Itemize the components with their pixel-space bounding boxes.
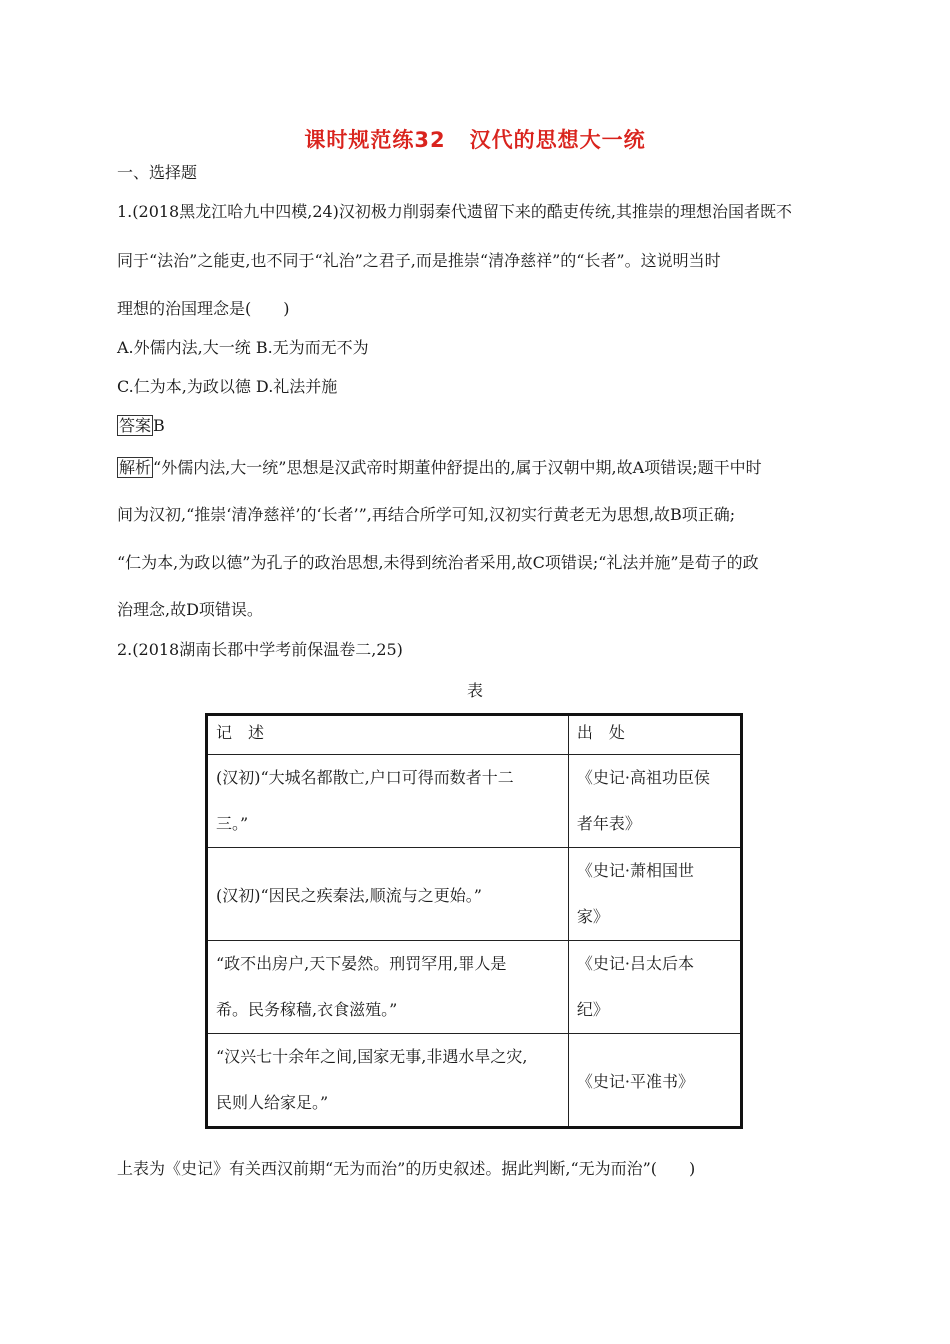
- q1-analysis-line-2: 间为汉初,“推崇‘清净慈祥’的‘长者’”,再结合所学可知,汉初实行黄老无为思想,故B项正确;: [117, 505, 736, 524]
- record-line: (汉初)“因民之疾秦法,顺流与之更始。”: [216, 885, 482, 905]
- source-cell: [568, 1034, 741, 1128]
- section-heading: 一、选择题: [117, 163, 198, 182]
- answer-label: 答案: [119, 416, 152, 435]
- source-line: 《史记·萧相国世: [576, 861, 694, 880]
- record-line: “汉兴七十余年之间,国家无事,非遇水旱之灾,: [216, 1047, 528, 1066]
- header-source: 出 处: [568, 715, 741, 755]
- record-line: 民则人给家足。”: [216, 1093, 329, 1112]
- record-cell: [207, 1034, 569, 1128]
- q1-stem-line-3: 理想的治国理念是( ): [117, 299, 290, 318]
- q2-stem: 2.(2018湖南长郡中学考前保温卷二,25): [117, 640, 403, 659]
- record-line: “政不出房户,天下晏然。刑罚罕用,罪人是: [216, 954, 507, 973]
- q1-analysis-line-4: 治理念,故D项错误。: [117, 600, 263, 619]
- source-line: 者年表》: [576, 814, 641, 833]
- q1-analysis-line-3: “仁为本,为政以德”为孔子的政治思想,未得到统治者采用,故C项错误;“礼法并施”是荀子的政: [117, 553, 759, 572]
- analysis-label: 解析: [119, 458, 152, 477]
- table-row: [207, 941, 742, 1034]
- analysis-text-1: “外儒内法,大一统”思想是汉武帝时期董仲舒提出的,属于汉朝中期,故A项错误;题干中时: [153, 458, 762, 477]
- table-header-row: [207, 715, 742, 755]
- q1-options-cd: C.仁为本,为政以德 D.礼法并施: [117, 377, 338, 396]
- source-cell: [568, 755, 741, 848]
- record-line: (汉初)“大城名都散亡,户口可得而数者十二: [216, 768, 514, 787]
- source-line: 《史记·平准书》: [576, 1071, 694, 1091]
- title-number: 课时规范练32: [304, 128, 446, 152]
- source-line: 《史记·高祖功臣侯: [576, 768, 710, 787]
- record-cell: [207, 941, 569, 1034]
- answer-value: B: [153, 416, 165, 435]
- q1-options-ab: A.外儒内法,大一统 B.无为而无不为: [117, 338, 369, 357]
- table-row: [207, 848, 742, 941]
- table-row: [207, 755, 742, 848]
- record-cell: [207, 848, 569, 941]
- q2-follow-up: 上表为《史记》有关西汉前期“无为而治”的历史叙述。据此判断,“无为而治”( ): [117, 1159, 696, 1178]
- record-line: 三。”: [216, 814, 249, 833]
- q1-analysis-line-1: [117, 455, 762, 478]
- header-record: 记 述: [207, 715, 569, 755]
- q1-stem-line-2: 同于“法治”之能吏,也不同于“礼治”之君子,而是推崇“清净慈祥”的“长者”。这说明当时: [117, 251, 721, 270]
- source-cell: [568, 941, 741, 1034]
- page-title: [0, 124, 950, 154]
- table-row: [207, 1034, 742, 1128]
- table-caption: 表: [466, 681, 483, 700]
- source-table: [205, 713, 743, 1129]
- q1-answer: [117, 413, 165, 436]
- source-cell: [568, 848, 741, 941]
- title-topic: 汉代的思想大一统: [469, 128, 646, 152]
- source-line: 《史记·吕太后本: [576, 954, 694, 973]
- source-line: 家》: [576, 907, 609, 926]
- source-line: 纪》: [576, 1000, 609, 1019]
- record-cell: [207, 755, 569, 848]
- q1-stem-line-1: 1.(2018黑龙江哈九中四模,24)汉初极力削弱秦代遗留下来的酷吏传统,其推崇的理想治国者既不: [117, 202, 793, 221]
- record-line: 希。民务稼穑,衣食滋殖。”: [216, 1000, 398, 1019]
